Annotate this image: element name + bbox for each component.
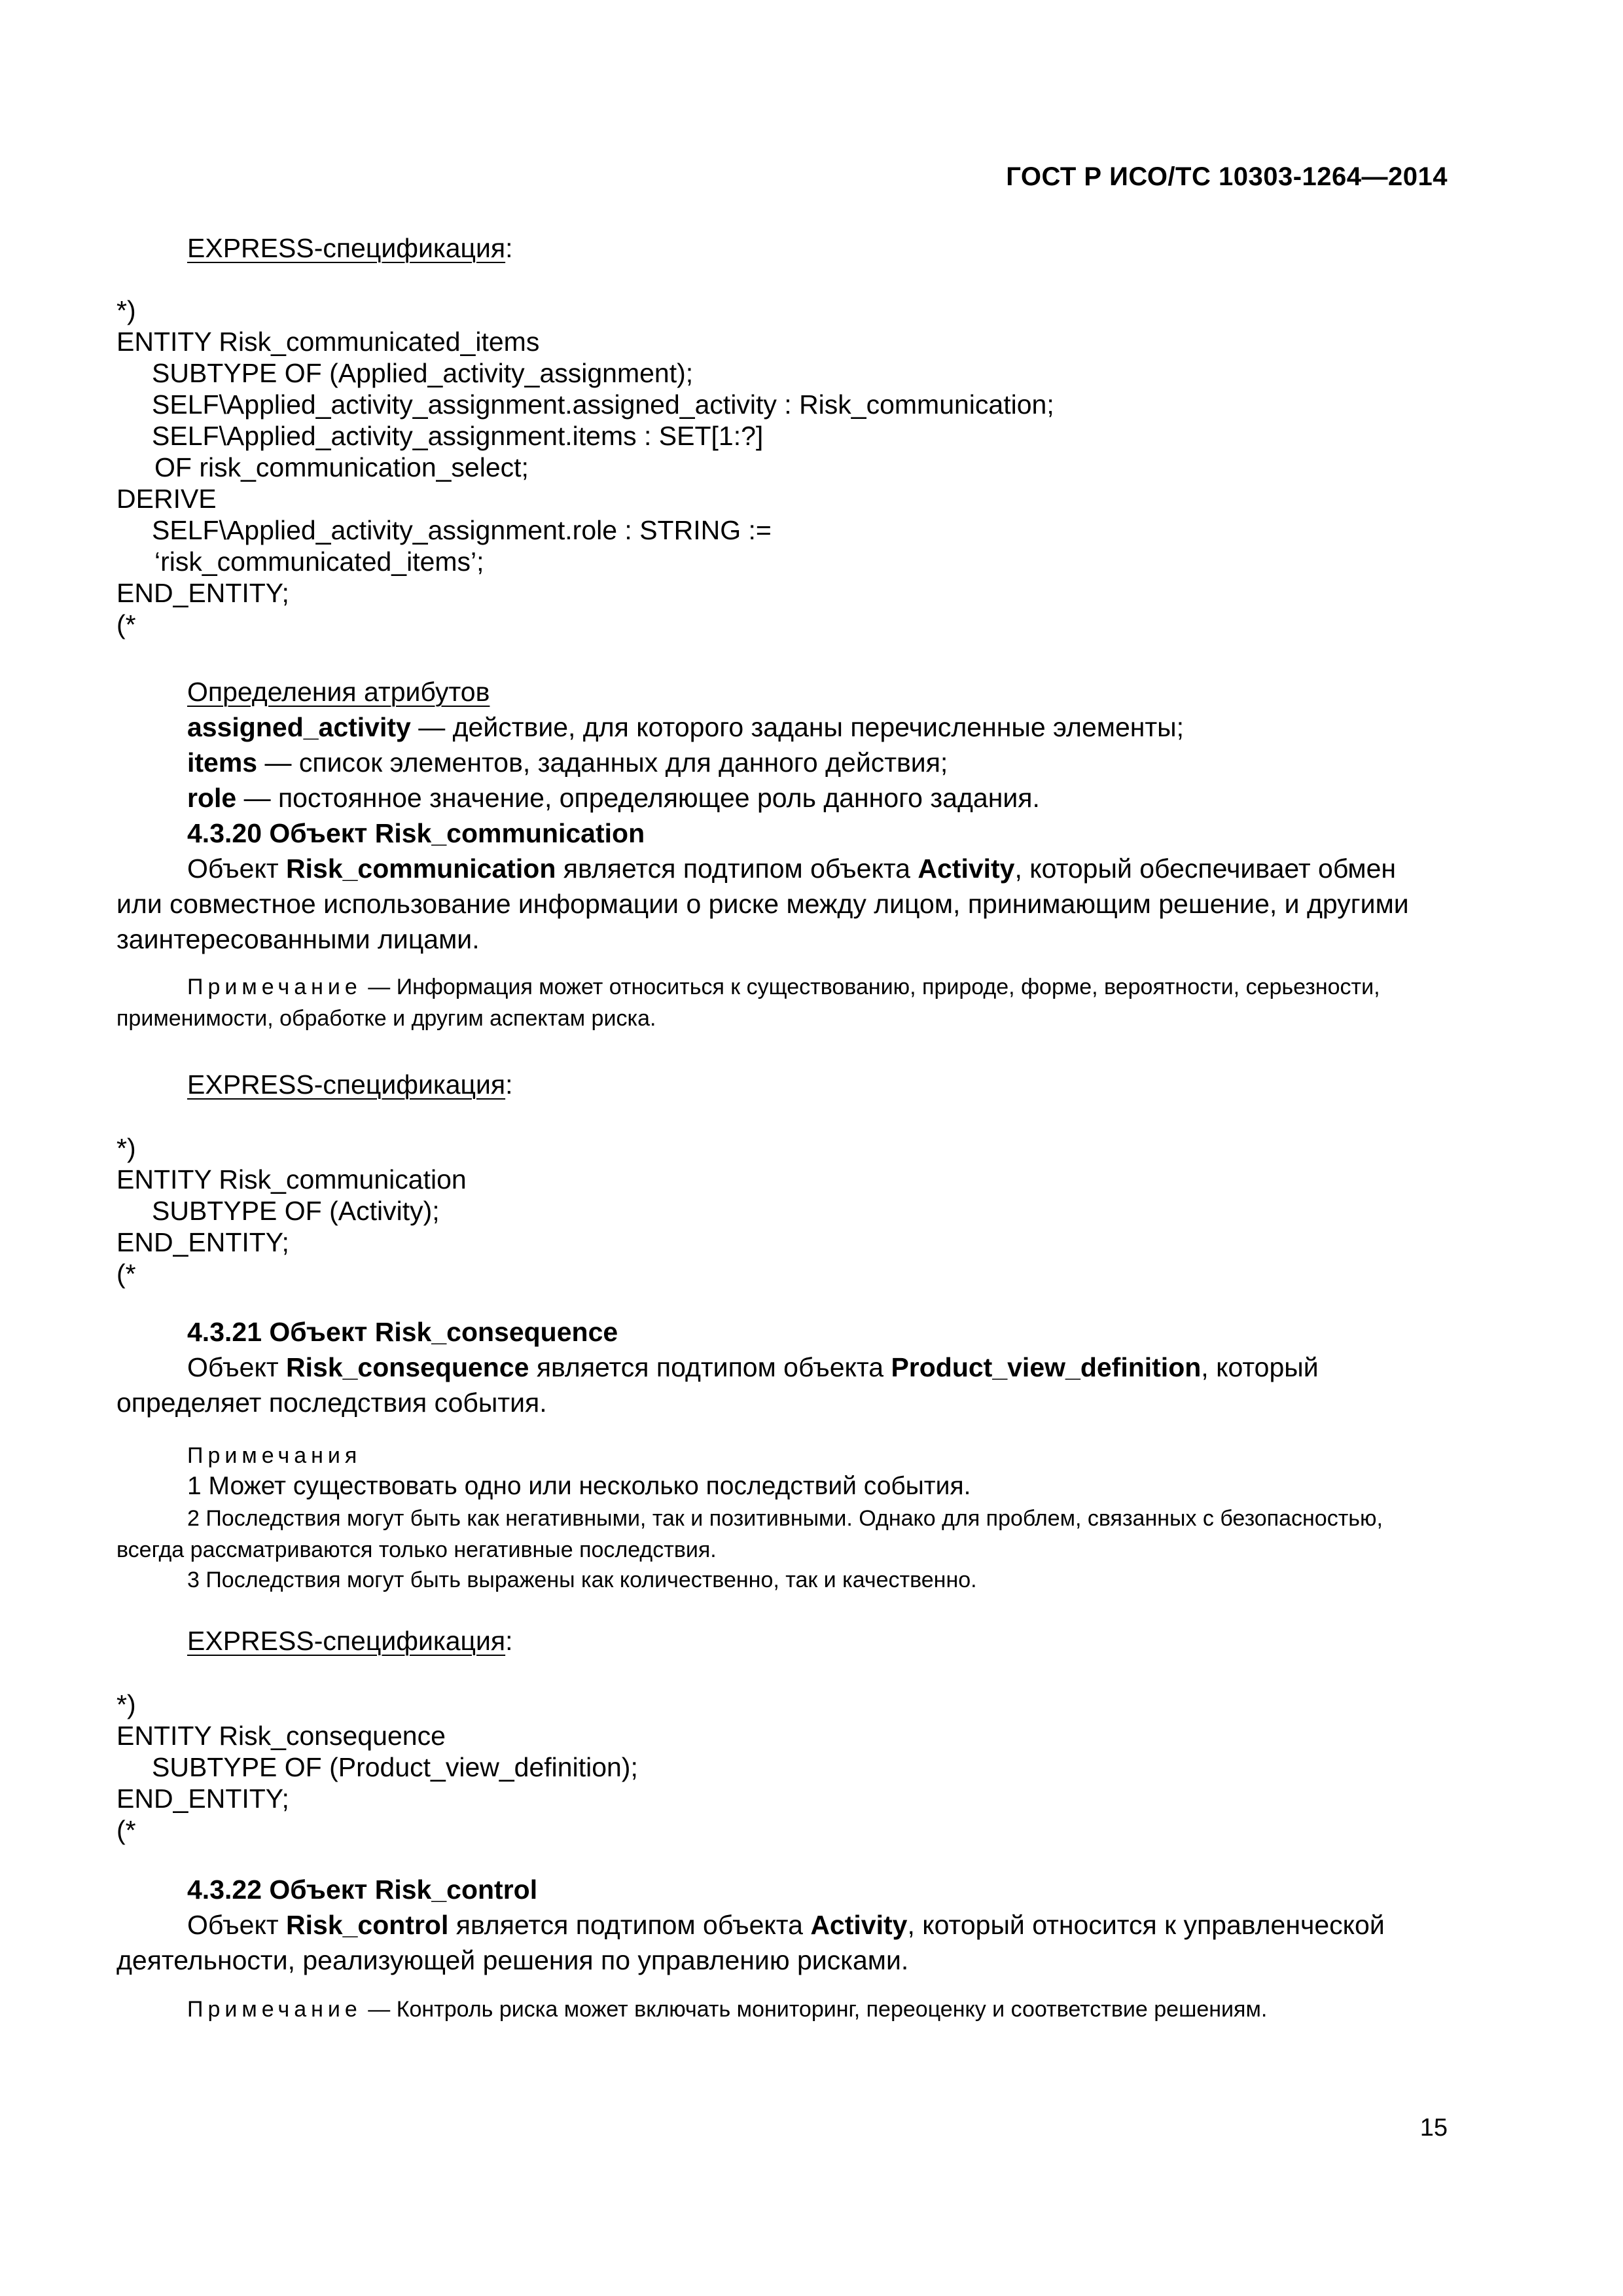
section-heading-4-3-21: 4.3.21 Объект Risk_consequence bbox=[187, 1317, 618, 1347]
code-line: ENTITY Risk_communication bbox=[116, 1164, 467, 1194]
code-line: SUBTYPE OF (Applied_activity_assignment); bbox=[152, 358, 694, 388]
note-item: 2 Последствия могут быть как негативными, так и позитивными. Однако для проблем, связанных с безопасностью, всегда рассматриваются только негативные последствия. bbox=[116, 1506, 1383, 1562]
code-line: *) bbox=[116, 1133, 136, 1163]
code-line: SELF\Applied_activity_assignment.assigned_activity : Risk_communication; bbox=[152, 389, 1054, 420]
code-line: *) bbox=[116, 1689, 136, 1719]
code-line: (* bbox=[116, 1259, 136, 1289]
note: Примечание — Информация может относиться к существованию, природе, форме, вероятности, серьезности, применимости, обработке и другим аспектам риска. bbox=[116, 975, 1380, 1031]
code-line: ENTITY Risk_consequence bbox=[116, 1721, 446, 1751]
code-line: END_ENTITY; bbox=[116, 1227, 289, 1257]
note: Примечание — Контроль риска может включать мониторинг, переоценку и соответствие решениям. bbox=[187, 1997, 1268, 2022]
document-code-header: ГОСТ Р ИСО/ТС 10303-1264—2014 bbox=[1006, 162, 1448, 191]
code-line: DERIVE bbox=[116, 484, 217, 514]
attribute-definition-item: items — список элементов, заданных для данного действия; bbox=[187, 747, 948, 778]
code-line: OF risk_communication_select; bbox=[154, 452, 529, 482]
attribute-definitions-title: Определения атрибутов bbox=[187, 677, 490, 707]
section-paragraph: Объект Risk_consequence является подтипом объекта Product_view_definition, который определяет последствия события. bbox=[116, 1352, 1319, 1418]
express-spec-label-2: EXPRESS-спецификация: bbox=[187, 1069, 513, 1100]
page-number: 15 bbox=[1419, 2114, 1448, 2142]
section-heading-4-3-22: 4.3.22 Объект Risk_control bbox=[187, 1874, 538, 1905]
attribute-definition-item: assigned_activity — действие, для которого заданы перечисленные элементы; bbox=[187, 712, 1185, 742]
notes-label: Примечания bbox=[187, 1443, 362, 1468]
code-line: END_ENTITY; bbox=[116, 578, 289, 608]
section-paragraph: Объект Risk_control является подтипом объекта Activity, который относится к управленческой деятельности, реализующей решения по управлению рисками. bbox=[116, 1910, 1385, 1975]
code-line: ‘risk_communicated_items’; bbox=[154, 547, 484, 577]
note-item: 1 Может существовать одно или несколько последствий события. bbox=[187, 1472, 971, 1500]
section-paragraph: Объект Risk_communication является подтипом объекта Activity, который обеспечивает обмен или совместное использование информации о риске между лицом, принимающим решение, и другими заинтересованными лицами. bbox=[116, 853, 1409, 954]
attribute-definition-item: role — постоянное значение, определяющее роль данного задания. bbox=[187, 783, 1040, 813]
code-line: *) bbox=[116, 295, 136, 325]
code-line: SUBTYPE OF (Product_view_definition); bbox=[152, 1752, 638, 1782]
code-line: (* bbox=[116, 1815, 136, 1845]
code-line: (* bbox=[116, 609, 136, 639]
code-line: END_ENTITY; bbox=[116, 1784, 289, 1814]
note-item: 3 Последствия могут быть выражены как количественно, так и качественно. bbox=[187, 1568, 977, 1592]
section-heading-4-3-20: 4.3.20 Объект Risk_communication bbox=[187, 818, 645, 848]
express-spec-label-1: EXPRESS-спецификация: bbox=[187, 233, 513, 263]
express-spec-label-3: EXPRESS-спецификация: bbox=[187, 1626, 513, 1656]
code-line: SELF\Applied_activity_assignment.role : STRING := bbox=[152, 515, 772, 545]
code-line: SELF\Applied_activity_assignment.items : SET[1:?] bbox=[152, 421, 764, 451]
code-line: SUBTYPE OF (Activity); bbox=[152, 1196, 440, 1226]
code-line: ENTITY Risk_communicated_items bbox=[116, 327, 540, 357]
